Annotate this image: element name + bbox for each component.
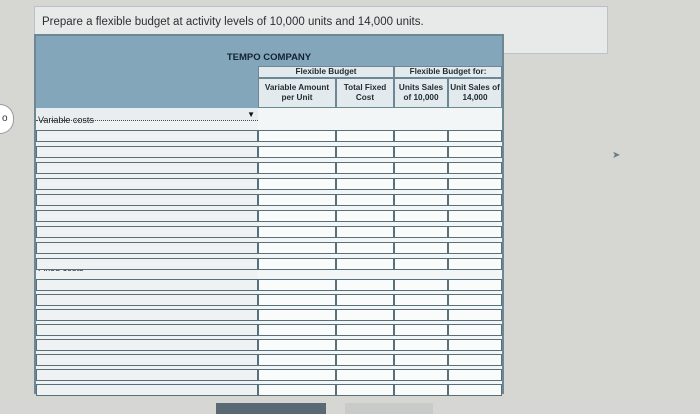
page-edge-tab: o bbox=[0, 104, 14, 134]
table-row bbox=[36, 146, 502, 160]
amount-input[interactable] bbox=[336, 194, 394, 206]
amount-input[interactable] bbox=[394, 384, 448, 396]
amount-input[interactable] bbox=[394, 294, 448, 306]
table-row bbox=[36, 226, 502, 240]
amount-input[interactable] bbox=[448, 130, 502, 142]
amount-input[interactable] bbox=[448, 339, 502, 351]
amount-input[interactable] bbox=[394, 369, 448, 381]
amount-input[interactable] bbox=[394, 258, 448, 270]
table-row bbox=[36, 339, 502, 353]
amount-input[interactable] bbox=[394, 354, 448, 366]
amount-input[interactable] bbox=[258, 384, 336, 396]
cost-label-input[interactable] bbox=[36, 339, 258, 351]
table-row bbox=[36, 384, 502, 398]
amount-input[interactable] bbox=[336, 309, 394, 321]
amount-input[interactable] bbox=[448, 354, 502, 366]
table-row bbox=[36, 242, 502, 256]
amount-input[interactable] bbox=[258, 194, 336, 206]
amount-input[interactable] bbox=[394, 242, 448, 254]
amount-input[interactable] bbox=[258, 324, 336, 336]
amount-input[interactable] bbox=[258, 339, 336, 351]
flexible-budget-for-header: Flexible Budget for: bbox=[394, 66, 502, 78]
flexible-budget-header: Flexible Budget bbox=[258, 66, 394, 78]
amount-input[interactable] bbox=[394, 279, 448, 291]
table-row bbox=[36, 354, 502, 368]
cost-label-input[interactable] bbox=[36, 279, 258, 291]
cost-label-input[interactable] bbox=[36, 178, 258, 190]
amount-input[interactable] bbox=[258, 242, 336, 254]
amount-input[interactable] bbox=[258, 354, 336, 366]
amount-input[interactable] bbox=[394, 162, 448, 174]
cursor-icon: ➤ bbox=[612, 150, 621, 161]
amount-input[interactable] bbox=[336, 324, 394, 336]
amount-input[interactable] bbox=[448, 162, 502, 174]
amount-input[interactable] bbox=[336, 242, 394, 254]
amount-input[interactable] bbox=[336, 178, 394, 190]
amount-input[interactable] bbox=[394, 178, 448, 190]
amount-input[interactable] bbox=[258, 210, 336, 222]
amount-input[interactable] bbox=[258, 258, 336, 270]
amount-input[interactable] bbox=[448, 146, 502, 158]
amount-input[interactable] bbox=[258, 162, 336, 174]
cost-label-input[interactable] bbox=[36, 194, 258, 206]
amount-input[interactable] bbox=[258, 279, 336, 291]
cost-label-input[interactable] bbox=[36, 309, 258, 321]
amount-input[interactable] bbox=[448, 258, 502, 270]
amount-input[interactable] bbox=[258, 226, 336, 238]
amount-input[interactable] bbox=[448, 194, 502, 206]
amount-input[interactable] bbox=[394, 130, 448, 142]
amount-input[interactable] bbox=[448, 279, 502, 291]
table-row bbox=[36, 294, 502, 308]
amount-input[interactable] bbox=[448, 210, 502, 222]
submit-button[interactable] bbox=[216, 403, 326, 414]
cost-label-input[interactable] bbox=[36, 130, 258, 142]
table-header bbox=[36, 36, 502, 108]
amount-input[interactable] bbox=[448, 294, 502, 306]
amount-input[interactable] bbox=[258, 294, 336, 306]
table-row bbox=[36, 162, 502, 176]
amount-input[interactable] bbox=[448, 226, 502, 238]
chevron-down-icon: ▼ bbox=[247, 110, 255, 119]
amount-input[interactable] bbox=[336, 226, 394, 238]
cost-label-input[interactable] bbox=[36, 324, 258, 336]
amount-input[interactable] bbox=[336, 294, 394, 306]
amount-input[interactable] bbox=[336, 279, 394, 291]
cost-label-input[interactable] bbox=[36, 354, 258, 366]
cost-label-input[interactable] bbox=[36, 384, 258, 396]
cost-label-input[interactable] bbox=[36, 210, 258, 222]
amount-input[interactable] bbox=[394, 309, 448, 321]
amount-input[interactable] bbox=[336, 162, 394, 174]
amount-input[interactable] bbox=[258, 369, 336, 381]
table-row bbox=[36, 309, 502, 323]
amount-input[interactable] bbox=[448, 384, 502, 396]
amount-input[interactable] bbox=[336, 130, 394, 142]
amount-input[interactable] bbox=[394, 194, 448, 206]
cost-label-input[interactable] bbox=[36, 369, 258, 381]
total-fixed-header: Total Fixed Cost bbox=[336, 78, 394, 108]
table-row bbox=[36, 324, 502, 338]
amount-input[interactable] bbox=[336, 339, 394, 351]
amount-input[interactable] bbox=[336, 369, 394, 381]
table-row bbox=[36, 178, 502, 192]
budget-table bbox=[34, 34, 504, 394]
amount-input[interactable] bbox=[394, 324, 448, 336]
amount-input[interactable] bbox=[448, 369, 502, 381]
amount-input[interactable] bbox=[336, 258, 394, 270]
amount-input[interactable] bbox=[448, 309, 502, 321]
units-10000-header: Units Sales of 10,000 bbox=[394, 78, 448, 108]
table-row bbox=[36, 130, 502, 144]
table-row bbox=[36, 194, 502, 208]
amount-input[interactable] bbox=[336, 146, 394, 158]
amount-input[interactable] bbox=[448, 178, 502, 190]
cost-label-input[interactable] bbox=[36, 162, 258, 174]
table-row bbox=[36, 210, 502, 224]
amount-input[interactable] bbox=[258, 130, 336, 142]
company-name: TEMPO COMPANY bbox=[226, 52, 312, 63]
amount-input[interactable] bbox=[258, 309, 336, 321]
table-row bbox=[36, 279, 502, 293]
units-14000-header: Unit Sales of 14,000 bbox=[448, 78, 502, 108]
table-row bbox=[36, 369, 502, 383]
amount-input[interactable] bbox=[336, 210, 394, 222]
amount-input[interactable] bbox=[394, 226, 448, 238]
amount-input[interactable] bbox=[394, 146, 448, 158]
variable-amount-header: Variable Amount per Unit bbox=[258, 78, 336, 108]
amount-input[interactable] bbox=[336, 354, 394, 366]
cost-label-input[interactable] bbox=[36, 226, 258, 238]
amount-input[interactable] bbox=[448, 324, 502, 336]
amount-input[interactable] bbox=[448, 242, 502, 254]
amount-input[interactable] bbox=[394, 339, 448, 351]
amount-input[interactable] bbox=[336, 384, 394, 396]
cost-label-input[interactable] bbox=[36, 242, 258, 254]
cost-label-input[interactable] bbox=[36, 146, 258, 158]
cost-label-input[interactable] bbox=[36, 294, 258, 306]
amount-input[interactable] bbox=[258, 146, 336, 158]
cost-label-input[interactable] bbox=[36, 258, 258, 270]
variable-costs-label: Variable costs bbox=[38, 115, 94, 125]
amount-input[interactable] bbox=[258, 178, 336, 190]
amount-input[interactable] bbox=[394, 210, 448, 222]
table-row bbox=[36, 258, 502, 272]
prompt-text: Prepare a flexible budget at activity levels of 10,000 units and 14,000 units. bbox=[42, 16, 424, 28]
next-button[interactable] bbox=[345, 403, 433, 414]
